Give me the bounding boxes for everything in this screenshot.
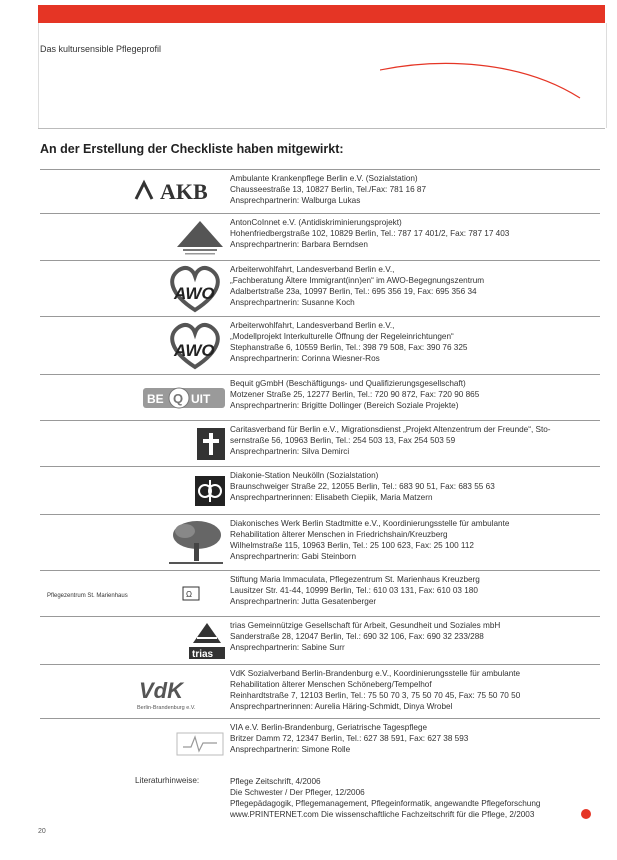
entry-line: Rehabilitation älterer Menschen in Friedrichshain/Kreuzberg: [230, 530, 448, 539]
header-divider: [38, 128, 605, 129]
tree-icon: [40, 515, 225, 571]
entry-line: sernstraße 56, 10963 Berlin, Tel.: 254 503 13, Fax 254 503 59: [230, 436, 456, 445]
entry-line: Braunschweiger Straße 22, 12055 Berlin, Tel.: 683 90 51, Fax: 683 55 63: [230, 482, 495, 491]
marienhaus-logo-text: Pflegezentrum St. Marienhaus: [47, 593, 128, 599]
page-number: 20: [38, 828, 46, 835]
akb-logo: [40, 170, 225, 214]
entry-line: Hohenfriedbergstraße 102, 10829 Berlin, Tel.: 787 17 401/2, Fax: 787 17 403: [230, 229, 510, 238]
awo-heart-logo: [40, 317, 225, 375]
entry-line: Caritasverband für Berlin e.V., Migrationsdienst „Projekt Altenzentrum der Freunde“, Sto-: [230, 425, 551, 434]
entry-line: Sanderstraße 28, 12047 Berlin, Tel.: 690 32 106, Fax: 690 32 233/288: [230, 632, 484, 641]
entry-line: Ambulante Krankenpflege Berlin e.V. (Sozialstation): [230, 174, 418, 183]
entry-vdk: [40, 664, 600, 719]
entry-via: [40, 718, 600, 769]
swoosh-decoration: [380, 58, 600, 118]
marienhaus-logo: [40, 571, 225, 617]
entry-caritas: [40, 420, 600, 467]
vdk-logo-subtext: Berlin-Brandenburg e.V.: [137, 705, 196, 711]
entry-line: Adalbertstraße 23a, 10997 Berlin, Tel.: 695 356 19, Fax: 695 356 34: [230, 287, 477, 296]
entry-line: Ansprechpartnerin: Silva Demirci: [230, 447, 350, 456]
entry-bequit: [40, 374, 600, 421]
top-red-bar: [38, 5, 605, 23]
entry-line: Stiftung Maria Immaculata, Pflegezentrum St. Marienhaus Kreuzberg: [230, 575, 480, 584]
literature-item: Pflege Zeitschrift, 4/2006: [230, 777, 321, 786]
entry-line: Ansprechpartnerin: Simone Rolle: [230, 745, 351, 754]
entry-line: Reinhardtstraße 7, 12103 Berlin, Tel.: 75 50 70 3, 75 50 70 45, Fax: 75 50 70 50: [230, 691, 521, 700]
literature-item: Pflegepädagogik, Pflegemanagement, Pflegeinformatik, angewandte Pflegeforschung: [230, 799, 541, 808]
svg-text:BE: BE: [147, 392, 164, 406]
entry-line: Ansprechpartnerin: Barbara Berndsen: [230, 240, 368, 249]
literature-label: Literaturhinweise:: [135, 776, 200, 785]
svg-text:AWO: AWO: [174, 284, 215, 303]
svg-text:Ω: Ω: [186, 590, 192, 599]
entry-awo-2: [40, 316, 600, 375]
bequit-logo: [40, 375, 225, 421]
entry-line: Ansprechpartnerin: Gabi Steinborn: [230, 552, 357, 561]
entry-line: Arbeiterwohlfahrt, Landesverband Berlin e.V.,: [230, 321, 395, 330]
entry-line: VdK Sozialverband Berlin-Brandenburg e.V., Koordinierungsstelle für ambulante: [230, 669, 521, 678]
entry-line: Ansprechpartnerinnen: Elisabeth Ciepiik, Maria Matzern: [230, 493, 433, 502]
svg-text:AWO: AWO: [174, 341, 215, 360]
antirost-logo: [40, 214, 225, 261]
entry-line: Lausitzer Str. 41-44, 10999 Berlin, Tel.: 610 03 131, Fax: 610 03 180: [230, 586, 478, 595]
entry-line: „Fachberatung Ältere Immigrant(inn)en“ im AWO-Begegnungszentrum: [230, 276, 485, 285]
literature-item: www.PRINTERNET.com Die wissenschaftliche Fachzeitschrift für die Pflege, 2/2003: [230, 810, 535, 819]
entry-marienhaus: [40, 570, 600, 617]
entry-line: Bequit gGmbH (Beschäftigungs- und Qualifizierungsgesellschaft): [230, 379, 466, 388]
entry-line: Ansprechpartnerinnen: Aurelia Häring-Schmidt, Dinya Wrobel: [230, 702, 453, 711]
entry-awo-1: [40, 260, 600, 317]
entry-line: Arbeiterwohlfahrt, Landesverband Berlin e.V.,: [230, 265, 395, 274]
entry-akb: [40, 169, 600, 214]
entry-line: trias Gemeinnützige Gesellschaft für Arbeit, Gesundheit und Soziales mbH: [230, 621, 501, 630]
end-marker-icon: [581, 809, 591, 819]
entry-line: Ansprechpartnerin: Jutta Gesatenberger: [230, 597, 377, 606]
via-logo: [40, 719, 225, 769]
svg-text:Q: Q: [173, 391, 184, 406]
entry-line: Ansprechpartnerin: Corinna Wiesner-Ros: [230, 354, 380, 363]
entry-line: „Modellprojekt Interkulturelle Öffnung der Regeleinrichtungen“: [230, 332, 454, 341]
svg-text:trias: trias: [192, 649, 214, 660]
literature-item: Die Schwester / Der Pfleger, 12/2006: [230, 788, 365, 797]
entry-diakonie-station: [40, 466, 600, 515]
entry-line: Ansprechpartnerin: Susanne Koch: [230, 298, 355, 307]
svg-text:VdK: VdK: [139, 678, 183, 703]
entry-line: Wilhelmstraße 115, 10963 Berlin, Tel.: 25 100 623, Fax: 25 100 112: [230, 541, 474, 550]
entry-line: AntonCoInnet e.V. (Antidiskriminierungsprojekt): [230, 218, 402, 227]
vdk-logo: [40, 665, 225, 719]
literature-list: [230, 776, 600, 820]
entry-line: Chausseestraße 13, 10827 Berlin, Tel./Fax: 781 16 87: [230, 185, 427, 194]
entry-line: Stephanstraße 6, 10559 Berlin, Tel.: 398 79 508, Fax: 390 76 325: [230, 343, 468, 352]
entry-line: Ansprechpartnerin: Sabine Surr: [230, 643, 345, 652]
awo-heart-logo: [40, 261, 225, 317]
entry-line: Ansprechpartnerin: Brigitte Dollinger (Bereich Soziale Projekte): [230, 401, 459, 410]
entry-line: Rehabilitation älterer Menschen Schöneberg/Tempelhof: [230, 680, 432, 689]
entry-trias: [40, 616, 600, 665]
page-heading: An der Erstellung der Checkliste haben mitgewirkt:: [40, 142, 344, 156]
entry-line: Britzer Damm 72, 12347 Berlin, Tel.: 627 38 591, Fax: 627 38 593: [230, 734, 469, 743]
svg-text:AKB: AKB: [160, 179, 208, 204]
caritas-cross-icon: [40, 421, 225, 467]
entry-line: VIA e.V. Berlin-Brandenburg, Geriatrische Tagespflege: [230, 723, 428, 732]
document-subtitle: Das kultursensible Pflegeprofil: [40, 44, 162, 54]
entry-line: Ansprechpartnerin: Walburga Lukas: [230, 196, 361, 205]
entry-antirost: [40, 213, 600, 261]
trias-logo: [40, 617, 225, 665]
svg-text:UIT: UIT: [191, 392, 211, 406]
entry-line: Motzener Straße 25, 12277 Berlin, Tel.: 720 90 872, Fax: 720 90 865: [230, 390, 480, 399]
entry-line: Diakonie-Station Neukölln (Sozialstation): [230, 471, 379, 480]
entry-line: Diakonisches Werk Berlin Stadtmitte e.V., Koordinierungsstelle für ambulante: [230, 519, 510, 528]
diakonie-logo: [40, 467, 225, 515]
entry-diakonisches-werk: [40, 514, 600, 571]
